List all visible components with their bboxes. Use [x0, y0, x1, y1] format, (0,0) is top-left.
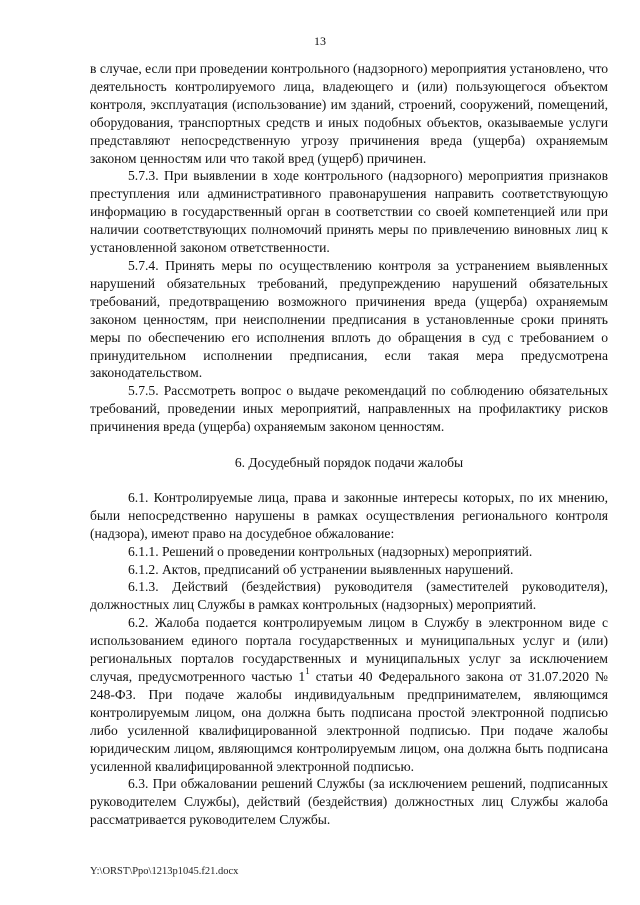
- page-number: 13: [314, 34, 326, 48]
- paragraph-6-1-1: 6.1.1. Решений о проведении контрольных (надзорных) мероприятий.: [128, 543, 533, 559]
- paragraph-6-2-part-a: 6.2. Жалоба подается контролируемым лицом в Службу в электронном виде с использованием единого портала государственных и муниципальных услуг и (или) региональных порталов государственных и муниципальных услуг за исключением случая, предусмотренного частью 1: [90, 615, 608, 684]
- paragraph-continuation: в случае, если при проведении контрольного (надзорного) мероприятия установлено, что деятельность контролируемого лица, владеющего и (или) пользующегося объектом контроля, эксплуатация (использование) им зданий, строений, сооружений, помещений, оборудования, транспортных средств и иных подобных объектов, оказываемые услуги представляют непосредственную угрозу причинения вреда (ущерба) охраняемым законом ценностям или что такой вред (ущерб) причинен.: [90, 61, 608, 166]
- paragraph-6-1-2: 6.1.2. Актов, предписаний об устранении выявленных нарушений.: [128, 561, 514, 577]
- paragraph-6-1-3: 6.1.3. Действий (бездействия) руководителя (заместителей руководителя), должностных лиц Службы в рамках контрольных (надзорных) мероприятий.: [90, 579, 608, 613]
- superscript-part-number: 1: [305, 666, 310, 677]
- section-heading-6: 6. Досудебный порядок подачи жалобы: [234, 455, 464, 471]
- file-path-footer: Y:\ORST\Ppo\1213p1045.f21.docx: [90, 866, 239, 877]
- document-body: [90, 60, 608, 829]
- paragraph-6-1: 6.1. Контролируемые лица, права и законные интересы которых, по их мнению, были непосредственно нарушены в рамках осуществления регионального контроля (надзора), имеют право на досудебное обжалование:: [90, 489, 608, 541]
- paragraph-5-7-4: 5.7.4. Принять меры по осуществлению контроля за устранением выявленных нарушений обязательных требований, предупреждению нарушений обязательных требований, предотвращению возможного причинения вреда (ущерба) охраняемым законом ценностям, при неисполнении предписания в установленные сроки принять меры по обеспечению его исполнения вплоть до обращения в суд с требованием о принудительном исполнении предписания, если такая мера предусмотрена законодательством.: [90, 257, 608, 381]
- paragraph-6-3: 6.3. При обжаловании решений Службы (за исключением решений, подписанных руководителем Службы), действий (бездействия) должностных лиц Службы жалоба рассматривается руководителем Службы.: [90, 776, 608, 828]
- paragraph-5-7-3: 5.7.3. При выявлении в ходе контрольного (надзорного) мероприятия признаков преступления или административного правонарушения направить соответствующую информацию в государственный орган в соответствии со своей компетенцией или при наличии соответствующих полномочий принять меры по привлечению виновных лиц к установленной законом ответственности.: [90, 168, 608, 256]
- paragraph-5-7-5: 5.7.5. Рассмотреть вопрос о выдаче рекомендаций по соблюдению обязательных требований, проведении иных мероприятий, направленных на профилактику рисков причинения вреда (ущерба) охраняемым законом ценностям.: [90, 383, 608, 435]
- paragraph-6-2-part-b: статьи 40 Федерального закона от 31.07.2020 № 248-ФЗ. При подаче жалобы индивидуальным предпринимателем, являющимся контролируемым лицом, она должна быть подписана простой электронной подписью либо усиленной квалифицированной электронной подписью. При подаче жалобы юридическим лицом, являющимся контролируемым лицом, она должна быть подписана усиленной квалифицированной электронной подписью.: [90, 669, 608, 774]
- paragraph-6-2: [90, 614, 608, 775]
